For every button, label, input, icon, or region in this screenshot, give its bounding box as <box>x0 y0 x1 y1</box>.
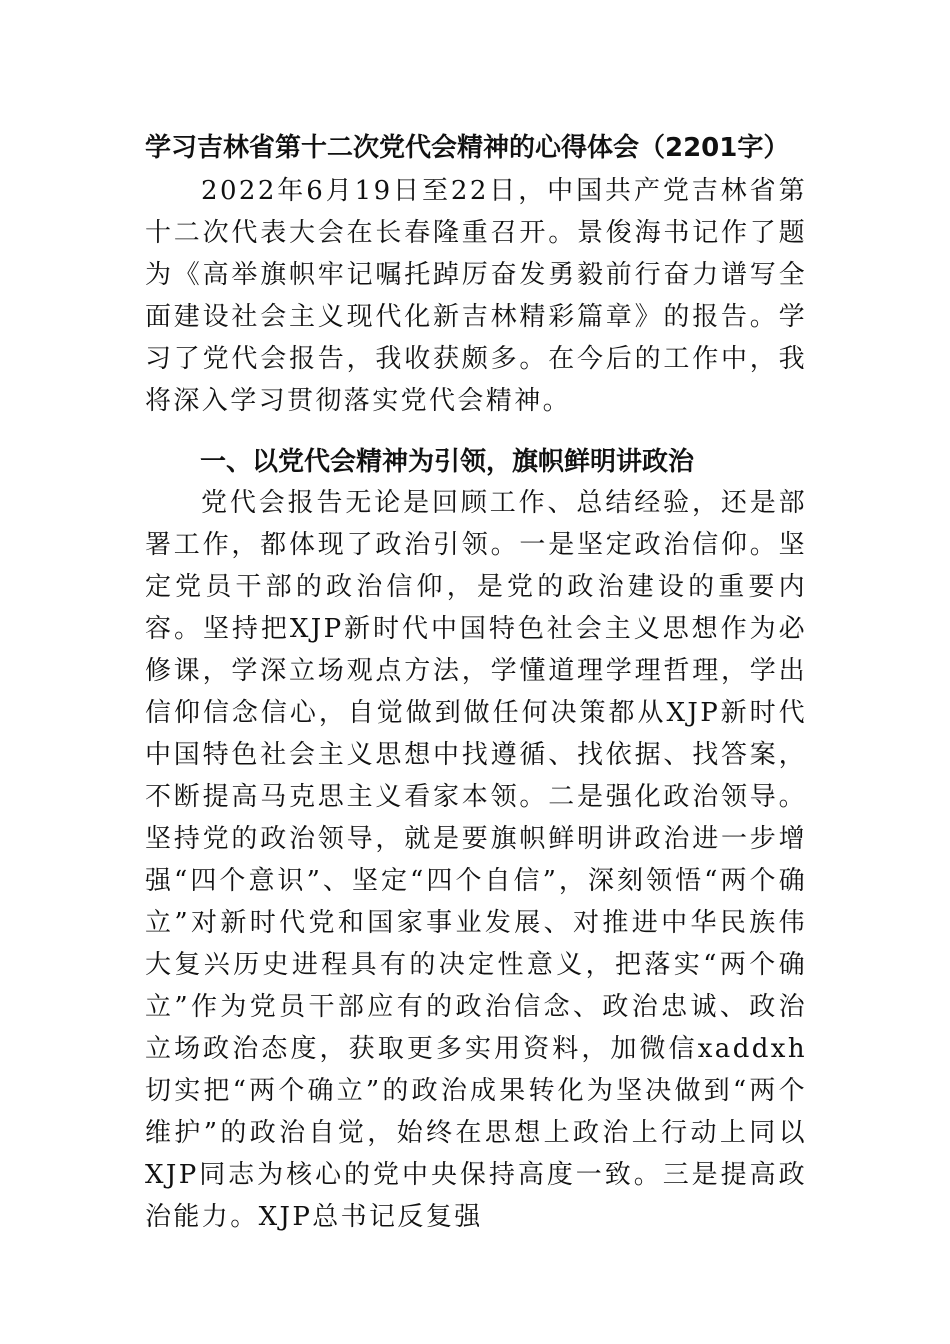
section-paragraph: 党代会报告无论是回顾工作、总结经验，还是部署工作，都体现了政治引领。一是坚定政治信仰。坚定党员干部的政治信仰，是党的政治建设的重要内容。坚持把XJP新时代中国特色社会主义思想作为必修课，学深立场观点方法，学懂道理学理哲理，学出信仰信念信心，自觉做到做任何决策都从XJP新时代中国特色社会主义思想中找遵循、找依据、找答案，不断提高马克思主义看家本领。二是强化政治领导。坚持党的政治领导，就是要旗帜鲜明讲政治进一步增强“四个意识”、坚定“四个自信”，深刻领悟“两个确立”对新时代党和国家事业发展、对推进中华民族伟大复兴历史进程具有的决定性意义，把落实“两个确立”作为党员干部应有的政治信念、政治忠诚、政治立场政治态度，获取更多实用资料，加微信xaddxh切实把“两个确立”的政治成果转化为坚决做到“两个维护”的政治自觉，始终在思想上政治上行动上同以XJP同志为核心的党中央保持高度一致。三是提高政治能力。XJP总书记反复强 <box>145 488 807 1232</box>
section-heading: 一、以党代会精神为引领，旗帜鲜明讲政治 <box>200 447 695 477</box>
document-title: 学习吉林省第十二次党代会精神的心得体会（2201字） <box>145 133 790 163</box>
intro-paragraph: 2022年6月19日至22日，中国共产党吉林省第十二次代表大会在长春隆重召开。景俊海书记作了题为《高举旗帜牢记嘱托踔厉奋发勇毅前行奋力谱写全面建设社会主义现代化新吉林精彩篇章》的报告。学习了党代会报告，我收获颇多。在今后的工作中，我将深入学习贯彻落实党代会精神。 <box>145 176 807 416</box>
